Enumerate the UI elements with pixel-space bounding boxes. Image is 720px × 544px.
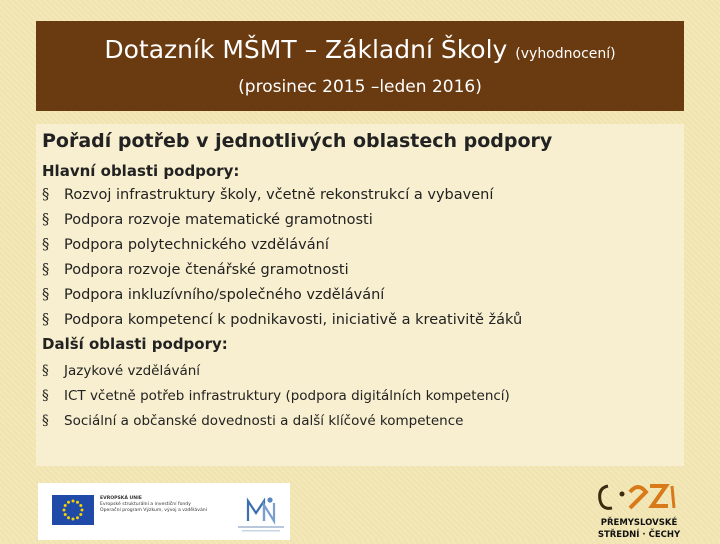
bullet-icon: § [42, 413, 49, 429]
list-item: § Podpora polytechnického vzdělávání [42, 233, 678, 258]
bullet-icon: § [42, 287, 50, 303]
bullet-icon: § [42, 237, 50, 253]
eu-logo-bar [38, 483, 290, 540]
list-item: § Podpora rozvoje čtenářské gramotnosti [42, 258, 678, 283]
list-item: § Sociální a občanské dovednosti a další klíčové kompetence [42, 409, 678, 434]
content-body [42, 130, 678, 434]
bullet-icon: § [42, 262, 50, 278]
bullet-icon: § [42, 388, 49, 404]
list-item: § Rozvoj infrastruktury školy, včetně rekonstrukcí a vybavení [42, 183, 678, 208]
bullet-icon: § [42, 212, 50, 228]
list-item: § Jazykové vzdělávání [42, 359, 678, 384]
list-item: § Podpora kompetencí k podnikavosti, iniciativě a kreativitě žáků [42, 308, 678, 333]
title-main: Dotazník MŠMT – Základní Školy [104, 35, 508, 64]
content-panel [36, 124, 684, 466]
eu-logo-text: EVROPSKÁ UNIE Evropské strukturální a investiční fondy Operační program Výzkum, vývoj a vzdělávání [100, 496, 207, 513]
slide-title [36, 35, 684, 64]
main-areas-label: Hlavní oblasti podpory: [42, 162, 240, 180]
school-logo-line2: STŘEDNÍ · ČECHY [597, 530, 681, 540]
date-range: (prosinec 2015 –leden 2016) [238, 77, 482, 97]
school-logo-line1: PŘEMYSLOVSKÉ [600, 518, 678, 528]
bullet-icon: § [42, 363, 49, 379]
eu-flag-icon [52, 495, 94, 525]
bullet-icon: § [42, 312, 50, 328]
slide-header [36, 21, 684, 111]
section-heading: Pořadí potřeb v jednotlivých oblastech podpory [42, 130, 553, 152]
main-areas-list [42, 183, 678, 333]
other-areas-list [42, 359, 678, 434]
other-areas-label: Další oblasti podpory: [42, 335, 228, 353]
list-item: § ICT včetně potřeb infrastruktury (podpora digitálních kompetencí) [42, 384, 678, 409]
school-logo [594, 480, 684, 540]
msmt-logo-icon [234, 491, 288, 535]
list-item: § Podpora inkluzívního/společného vzdělávání [42, 283, 678, 308]
title-sub: (vyhodnocení) [515, 46, 616, 62]
bullet-icon: § [42, 187, 50, 203]
list-item: § Podpora rozvoje matematické gramotnosti [42, 208, 678, 233]
